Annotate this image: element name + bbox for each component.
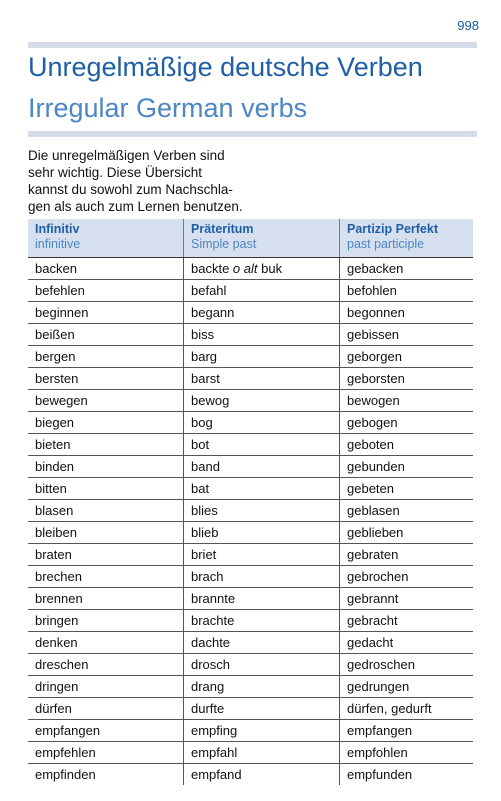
past-participle-cell: empfunden [340, 764, 474, 786]
table-row [28, 456, 473, 478]
past-participle-cell: geborsten [340, 368, 474, 390]
simple-past-cell: barst [184, 368, 340, 390]
table-row [28, 478, 473, 500]
infinitive-cell: empfinden [35, 767, 96, 782]
table-row [28, 764, 473, 786]
past-participle-cell: gedrungen [340, 676, 474, 698]
top-divider [28, 42, 477, 48]
simple-past-cell: empfand [184, 764, 340, 786]
past-participle-cell: empfohlen [340, 742, 474, 764]
table-row [28, 434, 473, 456]
past-participle-cell: gebeten [340, 478, 474, 500]
infinitive-cell: biegen [28, 412, 184, 434]
column-header-german: Partizip Perfekt [347, 222, 439, 236]
infinitive-cell: bersten [28, 368, 184, 390]
infinitive-cell: bleiben [28, 522, 184, 544]
past-participle-cell: gebracht [340, 610, 474, 632]
intro-line: Die unregelmäßigen Verben sind [28, 148, 225, 163]
infinitive-cell: dürfen [28, 698, 184, 720]
infinitive-cell: binden [28, 456, 184, 478]
table-row [28, 610, 473, 632]
simple-past-cell: empfahl [184, 742, 340, 764]
table-row [28, 500, 473, 522]
past-participle-cell: gebogen [340, 412, 474, 434]
simple-past-cell: drosch [184, 654, 340, 676]
table-row [28, 654, 473, 676]
past-participle-cell: gebunden [340, 456, 474, 478]
infinitive-cell: empfehlen [28, 742, 184, 764]
simple-past-cell: brannte [184, 588, 340, 610]
simple-past-cell: blieb [184, 522, 340, 544]
table-row [28, 324, 473, 346]
simple-past-cell: brachte [184, 610, 340, 632]
column-header-past-participle [340, 219, 474, 258]
table-row [28, 544, 473, 566]
table-row [28, 566, 473, 588]
past-participle-cell: dürfen, gedurft [340, 698, 474, 720]
infinitive-cell: dreschen [28, 654, 184, 676]
infinitive-cell: bergen [28, 346, 184, 368]
simple-past-cell: brach [184, 566, 340, 588]
column-header-simple-past [184, 219, 340, 258]
past-participle-cell: geblieben [340, 522, 474, 544]
simple-past-cell: band [184, 456, 340, 478]
past-participle-cell: bewogen [340, 390, 474, 412]
column-header-english: past participle [347, 237, 425, 251]
past-participle-cell: befohlen [340, 280, 474, 302]
past-participle-cell: gebacken [340, 258, 474, 280]
past-participle-cell: begonnen [340, 302, 474, 324]
intro-line: gen als auch zum Lernen benutzen. [28, 199, 243, 214]
simple-past-cell: bat [184, 478, 340, 500]
table-row [28, 280, 473, 302]
infinitive-cell: bitten [28, 478, 184, 500]
simple-past-cell: begann [184, 302, 340, 324]
infinitive-cell: brennen [28, 588, 184, 610]
simple-past-cell: bewog [184, 390, 340, 412]
intro-line: kannst du sowohl zum Nachschla- [28, 182, 233, 197]
infinitive-cell: befehlen [28, 280, 184, 302]
table-row [28, 412, 473, 434]
simple-past-cell: barg [184, 346, 340, 368]
infinitive-cell: beißen [28, 324, 184, 346]
table-row [28, 390, 473, 412]
simple-past-cell: backte o alt buk [184, 258, 340, 280]
simple-past-cell: bot [184, 434, 340, 456]
verb-table-body [28, 258, 473, 786]
infinitive-cell: denken [28, 632, 184, 654]
simple-past-cell: drang [184, 676, 340, 698]
infinitive-cell: blasen [28, 500, 184, 522]
infinitive-cell: empfangen [28, 720, 184, 742]
table-row [28, 742, 473, 764]
table-row [28, 346, 473, 368]
infinitive-cell: braten [28, 544, 184, 566]
column-header-german: Präteritum [191, 222, 254, 236]
column-header-german: Infinitiv [35, 222, 80, 236]
past-participle-cell: empfangen [340, 720, 474, 742]
table-row [28, 698, 473, 720]
column-header-infinitive [28, 219, 184, 258]
simple-past-cell: empfing [184, 720, 340, 742]
title-divider [28, 131, 477, 137]
past-participle-cell: geborgen [340, 346, 474, 368]
table-row [28, 632, 473, 654]
table-row [28, 720, 473, 742]
simple-past-cell: dachte [184, 632, 340, 654]
table-row [28, 522, 473, 544]
verb-table [28, 219, 473, 785]
column-header-english: infinitive [35, 237, 81, 251]
past-participle-cell: geboten [340, 434, 474, 456]
infinitive-cell: backen [28, 258, 184, 280]
infinitive-cell: dringen [28, 676, 184, 698]
simple-past-cell: blies [184, 500, 340, 522]
simple-past-cell: briet [184, 544, 340, 566]
table-row [28, 368, 473, 390]
past-participle-cell: gebrochen [340, 566, 474, 588]
intro-paragraph [28, 147, 288, 215]
simple-past-cell: befahl [184, 280, 340, 302]
infinitive-cell: bewegen [28, 390, 184, 412]
column-header-english: Simple past [191, 237, 257, 251]
page-number: 998 [457, 18, 479, 33]
simple-past-cell: bog [184, 412, 340, 434]
past-participle-cell: gebissen [340, 324, 474, 346]
table-row [28, 676, 473, 698]
simple-past-cell: durfte [184, 698, 340, 720]
simple-past-cell: biss [184, 324, 340, 346]
past-participle-cell: gebraten [340, 544, 474, 566]
infinitive-cell: beginnen [28, 302, 184, 324]
intro-line: sehr wichtig. Diese Übersicht [28, 165, 203, 180]
past-participle-cell: geblasen [340, 500, 474, 522]
past-participle-cell: gedroschen [340, 654, 474, 676]
table-row [28, 302, 473, 324]
table-row [28, 258, 473, 280]
table-header-row [28, 219, 473, 258]
past-participle-cell: gebrannt [340, 588, 474, 610]
infinitive-cell: brechen [28, 566, 184, 588]
past-participle-cell: gedacht [340, 632, 474, 654]
page-title-german: Unregelmäßige deutsche Verben [28, 52, 423, 82]
infinitive-cell: bringen [28, 610, 184, 632]
table-row [28, 588, 473, 610]
page-title-english: Irregular German verbs [28, 93, 308, 123]
infinitive-cell: bieten [28, 434, 184, 456]
